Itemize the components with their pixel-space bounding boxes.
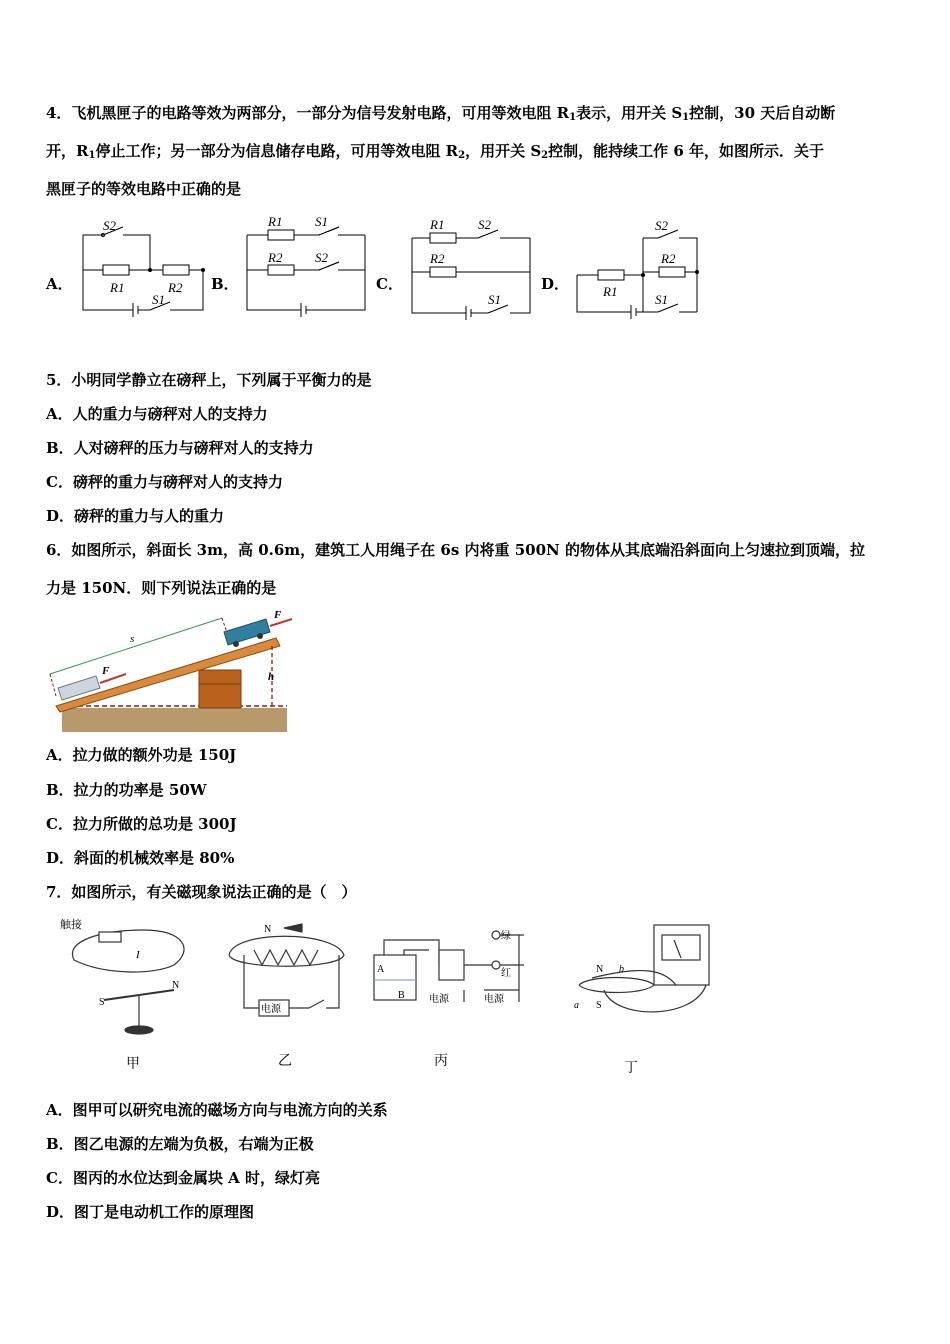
q7-caption-yi: 乙 <box>278 1054 292 1069</box>
q7-bing-green-label: 绿 <box>501 931 511 942</box>
q4-option-c-label: C． <box>376 275 403 293</box>
q7-ding-a-label: a <box>574 1000 579 1011</box>
q4-circuit-b <box>243 210 373 325</box>
q4-circuit-d <box>573 210 708 325</box>
q4d-s1-label: S1 <box>655 292 668 307</box>
q7-jia-n-label: N <box>172 980 180 991</box>
q6-f-label-bottom: F <box>102 665 110 677</box>
q4-option-b-label: B． <box>211 275 239 293</box>
q5-option-b: B．人对磅秤的压力与磅秤对人的支持力 <box>46 439 314 457</box>
q7-option-b: B．图乙电源的左端为负极，右端为正极 <box>46 1135 314 1153</box>
q6-option-d: D．斜面的机械效率是 80% <box>46 849 235 867</box>
q4c-s1-label: S1 <box>488 292 501 307</box>
q7-caption-jia: 甲 <box>126 1057 140 1072</box>
q7-jia-s-label: S <box>99 997 105 1008</box>
q4b-r1-label: R1 <box>268 214 283 229</box>
q5-option-c: C．磅秤的重力与磅秤对人的支持力 <box>46 473 283 491</box>
q4d-r2-label: R2 <box>661 251 676 266</box>
q7-magnetism-figure <box>44 910 724 1085</box>
q4-stem-line1: 4．飞机黑匣子的电路等效为两部分，一部分为信号发射电路，可用等效电阻 $R_1$表示，用开关 $S_1$控制，30 天后自动断 <box>46 104 836 123</box>
q4c-r1-label: R1 <box>430 217 445 232</box>
q4c-s2-label: S2 <box>478 217 491 232</box>
q7-option-a: A．图甲可以研究电流的磁场方向与电流方向的关系 <box>46 1101 388 1119</box>
q4-circuit-a <box>78 210 208 325</box>
q7-bing-a-label: A <box>377 964 385 975</box>
q6-option-c: C．拉力所做的总功是 300J <box>46 815 237 833</box>
q6-incline-figure <box>44 608 294 736</box>
q6-h-label: h <box>268 671 275 683</box>
q4b-r2-label: R2 <box>268 250 283 265</box>
q5-option-a: A．人的重力与磅秤对人的支持力 <box>46 405 268 423</box>
q6-stem-line1: 6．如图所示，斜面长 3m，高 0.6m，建筑工人用绳子在 6s 内将重 500N 的物体从其底端沿斜面向上匀速拉到顶端，拉 <box>46 541 865 559</box>
q4c-r2-label: R2 <box>430 251 445 266</box>
q4b-s1-label: S1 <box>315 214 328 229</box>
q7-option-d: D．图丁是电动机工作的原理图 <box>46 1203 255 1221</box>
q4-stem-line3: 黑匣子的等效电路中正确的是 <box>46 180 242 198</box>
q7-current-label: I <box>136 949 140 961</box>
q6-option-b: B．拉力的功率是 50W <box>46 781 207 799</box>
q7-touch-label: 触接 <box>60 919 82 931</box>
q7-yi-n-label: N <box>264 924 272 935</box>
q4a-s2-label: S2 <box>103 218 116 233</box>
q4-option-d-label: D． <box>541 275 570 293</box>
q5-option-d: D．磅秤的重力与人的重力 <box>46 507 225 525</box>
q7-bing-power-label-2: 电源 <box>484 994 504 1005</box>
q7-yi-power-label: 电源 <box>261 1004 281 1015</box>
q7-bing-b-label: B <box>398 990 405 1001</box>
q7-option-c: C．图丙的水位达到金属块 A 时，绿灯亮 <box>46 1169 321 1187</box>
q4d-s2-label: S2 <box>655 218 668 233</box>
q4-stem-line2: 开，$R_1$停止工作；另一部分为信息储存电路，可用等效电阻 $R_2$，用开关 $S_2$控制，能持续工作 6 年，如图所示．关于 <box>46 142 825 161</box>
q4-circuit-c <box>408 210 538 325</box>
q5-stem: 5．小明同学静立在磅秤上，下列属于平衡力的是 <box>46 371 372 389</box>
q4b-s2-label: S2 <box>315 250 328 265</box>
q4a-s1-label: S1 <box>152 292 165 307</box>
q7-bing-power-label-1: 电源 <box>429 994 449 1005</box>
q6-s-label: s <box>130 633 135 645</box>
q7-ding-s-label: S <box>596 1000 602 1011</box>
q7-ding-n-label: N <box>596 964 604 975</box>
q7-bing-red-label: 红 <box>501 968 511 979</box>
q6-stem-line2: 力是 150N．则下列说法正确的是 <box>46 579 277 597</box>
q4a-r2-label: R2 <box>168 280 183 295</box>
q4-option-a-label: A． <box>46 275 73 293</box>
q7-caption-bing: 丙 <box>434 1054 448 1069</box>
q7-stem: 7．如图所示，有关磁现象说法正确的是（ ） <box>46 883 357 901</box>
q4a-r1-label: R1 <box>110 280 125 295</box>
q7-ding-b-label: b <box>619 964 624 975</box>
q6-option-a: A．拉力做的额外功是 150J <box>46 746 237 764</box>
q7-caption-ding: 丁 <box>624 1061 638 1076</box>
q6-f-label-top: F <box>274 609 282 621</box>
q4d-r1-label: R1 <box>603 284 618 299</box>
